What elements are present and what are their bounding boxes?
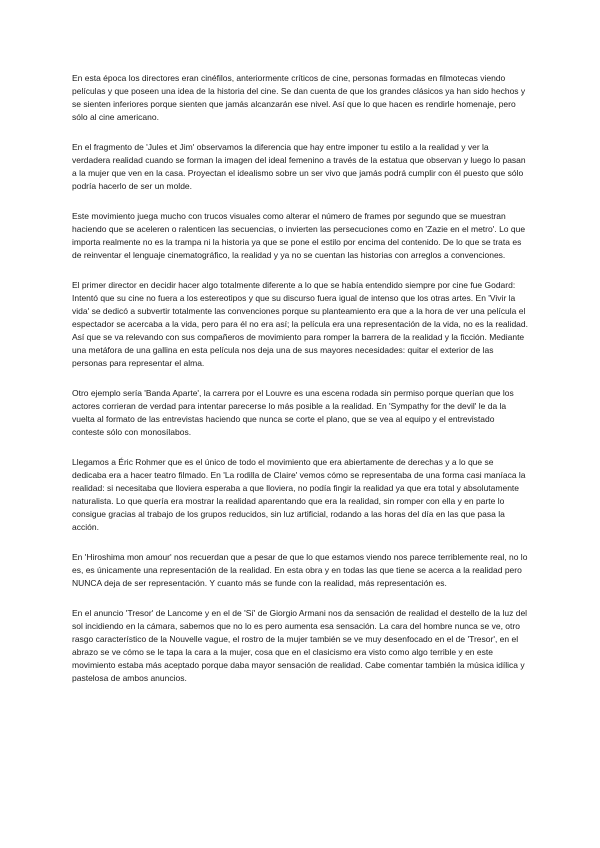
- paragraph-3: Este movimiento juega mucho con trucos visuales como alterar el número de frames por segundo que se muestran haciendo que se aceleren o ralenticen las secuencias, o invierten las persecuciones como en 'Zazie en el metro'. Lo que importa realmente no es la trampa ni la historia ya que se pone el estilo por encima del contenido. De lo que se trata es de reinventar el lenguaje cinematográfico, la realidad y ya no se cuentan las historias con arreglos a convenciones.: [72, 211, 526, 260]
- paragraph-4: El primer director en decidir hacer algo totalmente diferente a lo que se había entendido siempre por cine fue Godard: Intentó que su cine no fuera a los estereotipos y que su discurso fuera igual de intenso que los otras artes. En 'Vivir la vida' se dedicó a subvertir totalmente las convenciones porque su planteamiento era que a la hora de ver una película el espectador se acercaba a la vida, pero para él no era así; la película era una representación de la vida, no es la realidad. Así que se va relevando con sus compañeros de movimiento para romper la barrera de la realidad y la ficción. Mediante una metáfora de una gallina en esta película nos deja una de sus mayores necesidades: quitar el exterior de las personas para representar el alma.: [72, 280, 528, 368]
- paragraph-8: En el anuncio 'Tresor' de Lancome y en el de 'Sí' de Giorgio Armani nos da sensación de realidad el destello de la luz del sol incidiendo en la cámara, sabemos que no lo es pero aumenta esa sensación. La cara del hombre nunca se ve, otro rasgo característico de la Nouvelle vague, el rostro de la mujer también se ve muy desenfocado en el de 'Tresor', en el abrazo se ve cómo se le tapa la cara a la mujer, cosa que en el clasicismo era visto como algo terrible y en este movimiento estaba más aceptado porque daba mayor sensación de realidad. Cabe comentar también la música idílica y pastelosa de ambos anuncios.: [72, 608, 528, 683]
- document-body: [72, 72, 528, 702]
- paragraph-2: En el fragmento de 'Jules et Jim' observamos la diferencia que hay entre imponer tu estilo a la realidad y ver la verdadera realidad cuando se forman la imagen del ideal femenino a través de la estatua que observan y luego lo pasan a la mujer que ven en la casa. Proyectan el idealismo sobre un ser vivo que jamás podrá cumplir con él puesto que sólo podría hacerlo de ser un molde.: [72, 142, 526, 191]
- paragraph-6: Llegamos a Éric Rohmer que es el único de todo el movimiento que era abiertamente de derechas y a lo que se dedicaba era a hacer teatro filmado. En 'La rodilla de Claire' vemos cómo se representaba de una forma casi maníaca la realidad: si necesitaba que lloviera esperaba a que lloviera, no podía fingir la realidad ya que era total y absolutamente naturalista. Lo que quería era mostrar la realidad aparentando que era la realidad, sin romper con ella y en parte lo consigue gracias al trabajo de los grupos reducidos, sin luz artificial, rodando a las horas del día en las que pasa la acción.: [72, 457, 526, 532]
- paragraph-5: Otro ejemplo sería 'Banda Aparte', la carrera por el Louvre es una escena rodada sin permiso porque querían que los actores corrieran de verdad para intentar parecerse lo más posible a la realidad. En 'Sympathy for the devil' le da la vuelta al formato de las entrevistas haciendo que nunca se corte el plano, que se vea al equipo y el entrevistado conteste sólo con monosílabos.: [72, 388, 514, 437]
- paragraph-7: En 'Hiroshima mon amour' nos recuerdan que a pesar de que lo que estamos viendo nos parece terriblemente real, no lo es, es únicamente una representación de la realidad. En esta obra y en todas las que tiene se acerca a la realidad pero NUNCA deja de ser representación. Y cuanto más se funde con la realidad, más representación es.: [72, 552, 528, 588]
- paragraph-1: En esta época los directores eran cinéfilos, anteriormente críticos de cine, personas formadas en filmotecas viendo películas y que poseen una idea de la historia del cine. Se dan cuenta de que los grandes clásicos ya han sido hechos y se sienten inferiores porque sienten que jamás alcanzarán ese nivel. Así que lo que hacen es rendirle homenaje, pero sólo al cine americano.: [72, 73, 526, 122]
